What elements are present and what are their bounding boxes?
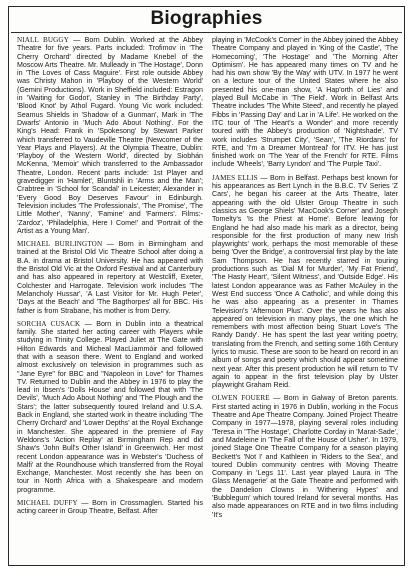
bio-text: — Born in Belfast. Perhaps best known for his appearances as Bert Lynch in the B.B.C. TV Series 'Z Cars', he began his career at the Arts Theatre, later appearing with the old Ulster Group Theatre in such classics as George Shiels' 'MacCook's Corner' and Joseph Tomelty's 'Is the Priest at Home'. Before leaving for England he had also made his mark as a director, being responsible for the first production of many new Irish playwrights' work, perhaps the most memorable of these being 'Over the Bridge', a controversial first play by the late Sam Thompson. He has recently starred in touring productions such as 'Dial M for Murder', 'My Fat Friend', 'The Hasty Heart', 'Silent Witness', and 'Outside Edge'. His latest London appearance was as Father McAuley in the West End success 'Once A Catholic', and while doing this he was also appearing as a presenter in Thames Television's 'Afternoon Plus'. Over the years he has also appeared on television in many plays, the one which he remembers with most affection being Stuart Love's 'The Randy Dandy'. He has spent the last year writing poetry, translating from the French, and setting some 16th Century lyrics to music. These are soon to be heard on record in an album of songs and poetry which should appear sometime next year. After this present production he will return to TV again to appear in the first television play by Ulster playwright Graham Reid.	[212, 173, 399, 390]
bio-james-ellis	[212, 174, 398, 390]
bio-name: MICHAEL BURLINGTON	[17, 240, 103, 249]
bio-name: NIALL BUGGY	[17, 36, 69, 44]
bio-michael-burlington	[17, 240, 203, 315]
bio-text: — Born in Crossmaglen. Started his acting career in Group Theatre, Belfast. After	[17, 499, 203, 516]
bio-niall-buggy	[17, 36, 203, 235]
bio-olwen-fouere	[212, 394, 398, 518]
bio-name: JAMES ELLIS	[212, 173, 258, 182]
right-column	[212, 36, 398, 524]
page-title: Biographies	[150, 8, 263, 29]
bio-name: SORCHA CUSACK	[17, 319, 81, 328]
bio-text: — Born Dublin. Worked at the Abbey Theatre for five years. Parts included: Trofimov in 'The Cherry Orchard' directed by Madame Knebel of the Moscow Arts Theatre. Mr. Mulleady in 'The Hostage', Donn in 'The Loves of Cass Maguire'. First role outside Abbey was Christy Mahon in 'Playboy of the Western World' (Gemini Productions). Work in Sheffield included: Estragon in 'Waiting for Godot', Stanley in 'The Birthday Party', 'Blood Knot' by Athol Fugard. Young Vic work included: Seamus Shields in 'Shadow of a Gunman', Mark in 'The Dwarfs' Antonio in 'Much Ado About Nothing'. For the King's Head: Frank in 'Spokesong' by Stewart Parker which transferred to Vaudeville Theatre (Newcomer of the Year Plays and Players). At the Olympia Theatre, Dublin: 'Playboy of the Western World', directed by Siobhán McKenna, 'Memoir' which transferred to the Ambassador Theatre, London. Recent parts include: 1st Player and gravedigger in 'Hamlet', Bluntshli in 'Arms and the Man'; Crabtree in 'School for Scandal' in Leicester; Alexander in 'Every Good Boy Deserves Favour' in Edinburgh. Television includes 'The Professionals', 'The Promise', 'The Little Mother', 'Nanny', 'Famine' and 'Farmers'. Films:- 'Zardoz', 'Philadelphia, Here I Come!' and 'Portrait of the Artist as a Young Man'.	[17, 36, 203, 235]
bio-sorcha-cusack	[17, 320, 203, 494]
bio-michael-duffy-continued	[212, 36, 398, 169]
left-column	[17, 36, 203, 524]
bio-text: — Born in Galway of Breton parents. First started acting in 1976 in Dublin, working in the Focus Theatre and Ape Theatre Company. Joined Project Theatre Company in 1977—1978, playing several roles including 'Teresa in "The Hostage', Charlotte Corday in 'Marat-Sade', and Madeleine in 'The Fall of the House of Usher'. In 1979, joined Stage One Theatre Company for a season playing Beckett's 'Not I' and Kathleen in 'Riders to the Sea', and toured Dublin community centres with Moving Theatre Company in 'Legs 11'. Last year played Laura in 'The Glass Menagerie' at the Gate Theatre and performed with the Dandelion Clowns in 'Withering Hypes' and 'Bubblegum' which toured Ireland for several months. Has also made appearances on RTE and in two films including 'It's	[212, 394, 398, 519]
bio-text: — Born in Birmingham and trained at the Bristol Old Vic Theatre School after doing a B.A. in drama at Bristol University. He has appeared with the Bristol Old Vic at the Oxford Festival and at Canterbury and has also appeared in repertory at Westcliff, Exeter, Colchester and Harrogate. Television work includes 'The Melancholy Hussar', 'A Last Visitor for Mr. Hugh Peter', 'Days at the Beach' and 'The Bagthorpes' all for BBC. His father is from Strabane, his mother is from Derry.	[17, 240, 203, 315]
bio-text: — Born in Dublin into a theatrical family. She started her acting career with Players while studying in Trinity College. Played Juliet at The Gate with Hilton Edwards and Micheal MacLiammóir and followed that with a season there. Went to England and worked almost exclusively on television in programmes such as "Jane Eyre" for BBC and "Napoleon in Love" for Thames TV. Returned to Dublin and the Abbey in 1976 to play the lead in Ibsen's 'Dolls House' and followed that with 'The Devils', 'Much Ado About Nothing' and 'The Plough and the Stars'; the latter subsequently toured Ireland and U.S.A. Back in England, she started work in theatre including 'The Cherry Orchard' and 'Lower Depths' at the Royal Exchange in Manchester. She appeared in the premiere of Fay Weldons's 'Action Replay' at Birmingham Rep and did Shaw's 'John Bull's Other Island' in Greenwich. Her most recent London appearance was in Webster's 'Duchess of Malfi' at the Roundhouse which transferred from the Royal Exchange, Manchester. Most recently she has been on tour in North Africa with a Shakespeare and modern programme.	[17, 319, 203, 494]
bio-name: OLWEN FOUERE	[212, 394, 270, 403]
bio-name: MICHAEL DUFFY	[17, 499, 78, 508]
biographies-page	[8, 6, 405, 566]
bio-michael-duffy	[17, 499, 203, 516]
columns	[9, 33, 404, 524]
bio-text: playing in 'McCook's Corner' in the Abbey joined the Abbey Theatre Company and played in 'King of the Castle', 'The Homecoming', 'The Hostage' and 'The Morning After Optimism'. He has appeared many times on TV and he had his own show 'By the Way' with UTV. In 1977 he went on a lecture tour of the United States where he also presented his one-man show, 'A Hap'orth of Lies' and played Bull McCabe in 'The Field'. Work in Belfast Arts Theatre includes 'The White Steed', and recently he played Fibbs in 'Passing Day' and Lar in 'A Life'. He worked on the ITC tour of 'The Heart's a Wonder' and more recently toured with the Abbey's production of 'Nightshade'. TV work includes 'Strumpet City', 'Sean', 'The Riordans' for RTE, and 'I'm a Dreamer Montreal' for ITV. He has just finished work on 'The Year of the French' for RTE. Films include 'Wheels', 'Barry Lyndon' and 'The Purple Taxi'.	[212, 36, 398, 169]
